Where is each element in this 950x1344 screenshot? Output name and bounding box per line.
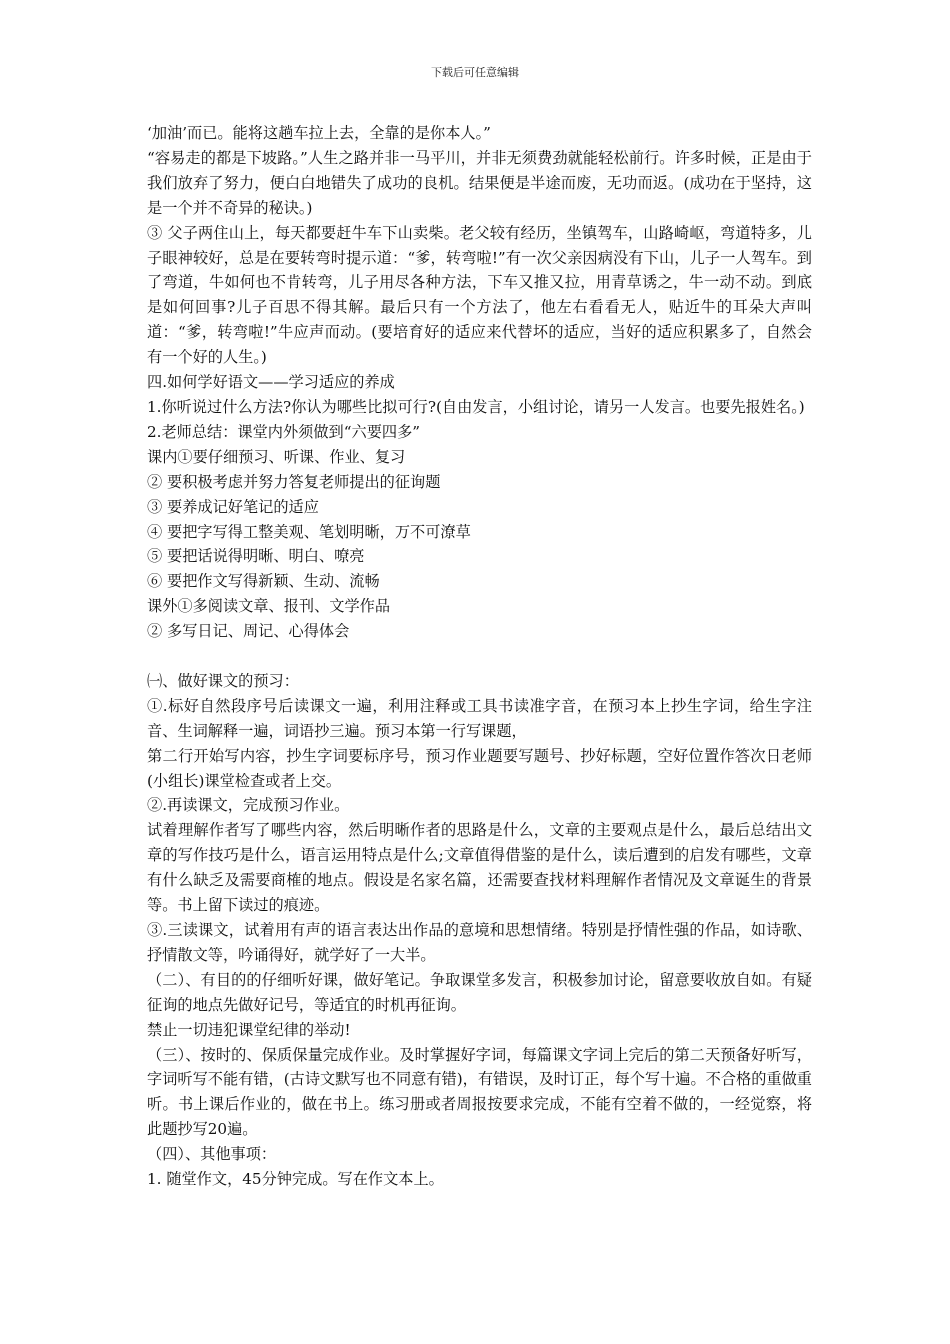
discipline-note: 禁止一切违犯课堂纪律的举动! [147,1020,351,1039]
subsection-homework: （三）、按时的、保质保量完成作业。及时掌握好字词，每篇课文字词上完后的第二天预备好听写，字词听写不能有错，(古诗文默写也不同意有错)，有错误，及时订正，每个写十遍。不合格的重做重听。书上课后作业的，做在书上。练习册或者周报按要求完成，不能有空着不做的，一经觉察，将此题抄写20遍。 [147,1045,812,1139]
after-class-item-1: 课外①多阅读文章、报刊、文学作品 [147,597,390,616]
teacher-summary: 2.老师总结：课堂内外须做到“六要四多” [147,422,421,441]
document-body [147,121,812,1192]
question-1: 1.你听说过什么方法?你认为哪些比拟可行?(自由发言，小组讨论，请另一人发言。也要先报姓名。) [147,397,805,416]
after-class-item-2: ② 多写日记、周记、心得体会 [147,622,350,641]
subsection-other: （四）、其他事项： [147,1145,277,1164]
subsection-listening: （二）、有目的的仔细听好课，做好笔记。争取课堂多发言，积极参加讨论，留意要收放自如。有疑征询的地点先做好记号，等适宜的时机再征询。 [147,970,812,1014]
section-heading-four: 四.如何学好语文——学习适应的养成 [147,373,395,392]
paragraph-3: ③ 父子两住山上，每天都要赶牛车下山卖柴。老父较有经历，坐镇驾车，山路崎岖，弯道特多，儿子眼神较好，总是在要转弯时提示道：“爹，转弯啦!”有一次父亲因病没有下山，儿子一人驾车。到了弯道，牛如何也不肯转弯，儿子用尽各种方法，下车又推又拉，用青草诱之，牛一动不动。到底是如何回事?儿子百思不得其解。最后只有一个方法了，他左右看看无人，贴近牛的耳朵大声叫道：“爹，转弯啦!”牛应声而动。(要培育好的适应来代替坏的适应，当好的适应积累多了，自然会有一个好的人生。) [147,223,812,367]
preview-step-2: ②.再读课文，完成预习作业。 [147,796,350,815]
subsection-preview: ㈠、做好课文的预习： [147,671,299,690]
in-class-item-3: ③ 要养成记好笔记的适应 [147,497,319,516]
paragraph-1: ‘加油’而已。能将这趟车拉上去，全靠的是你本人。” [147,124,491,142]
in-class-item-2: ② 要积极考虑并努力答复老师提出的征询题 [147,472,441,491]
in-class-item-5: ⑤ 要把话说得明晰、明白、嘹亮 [147,547,365,566]
paragraph-2: “容易走的都是下坡路。”人生之路并非一马平川，并非无须费劲就能轻松前行。许多时候，正是由于我们放弃了努力，便白白地错失了成功的良机。结果便是半途而废，无功而返。(成功在于坚持，这是一个并不奇异的秘诀。) [147,148,812,217]
page-header: 下载后可任意编辑 [431,66,519,79]
preview-step-1-cont: 第二行开始写内容，抄生字词要标序号，预习作业题要写题号、抄好标题，空好位置作答次日老师(小组长)课堂检查或者上交。 [147,746,812,790]
blank-line [147,644,812,669]
preview-step-2-detail: 试着理解作者写了哪些内容，然后明晰作者的思路是什么，文章的主要观点是什么，最后总结出文章的写作技巧是什么，语言运用特点是什么;文章值得借鉴的是什么，读后遭到的启发有哪些，文章有什么缺乏及需要商榷的地点。假设是名家名篇，还需要查找材料理解作者情况及文章诞生的背景等。书上留下读过的痕迹。 [147,821,812,915]
in-class-item-1: 课内①要仔细预习、听课、作业、复习 [147,447,406,466]
preview-step-3: ③.三读课文，试着用有声的语言表达出作品的意境和思想情绪。特别是抒情性强的作品，如诗歌、抒情散文等，吟诵得好，就学好了一大半。 [147,920,812,964]
other-item-1: 1. 随堂作文，45分钟完成。写在作文本上。 [147,1170,444,1189]
in-class-item-4: ④ 要把字写得工整美观、笔划明晰，万不可潦草 [147,522,471,541]
in-class-item-6: ⑥ 要把作文写得新颖、生动、流畅 [147,572,380,591]
preview-step-1: ①.标好自然段序号后读课文一遍，利用注释或工具书读准字音，在预习本上抄生字词，给生字注音、生词解释一遍，词语抄三遍。预习本第一行写课题， [147,696,812,740]
